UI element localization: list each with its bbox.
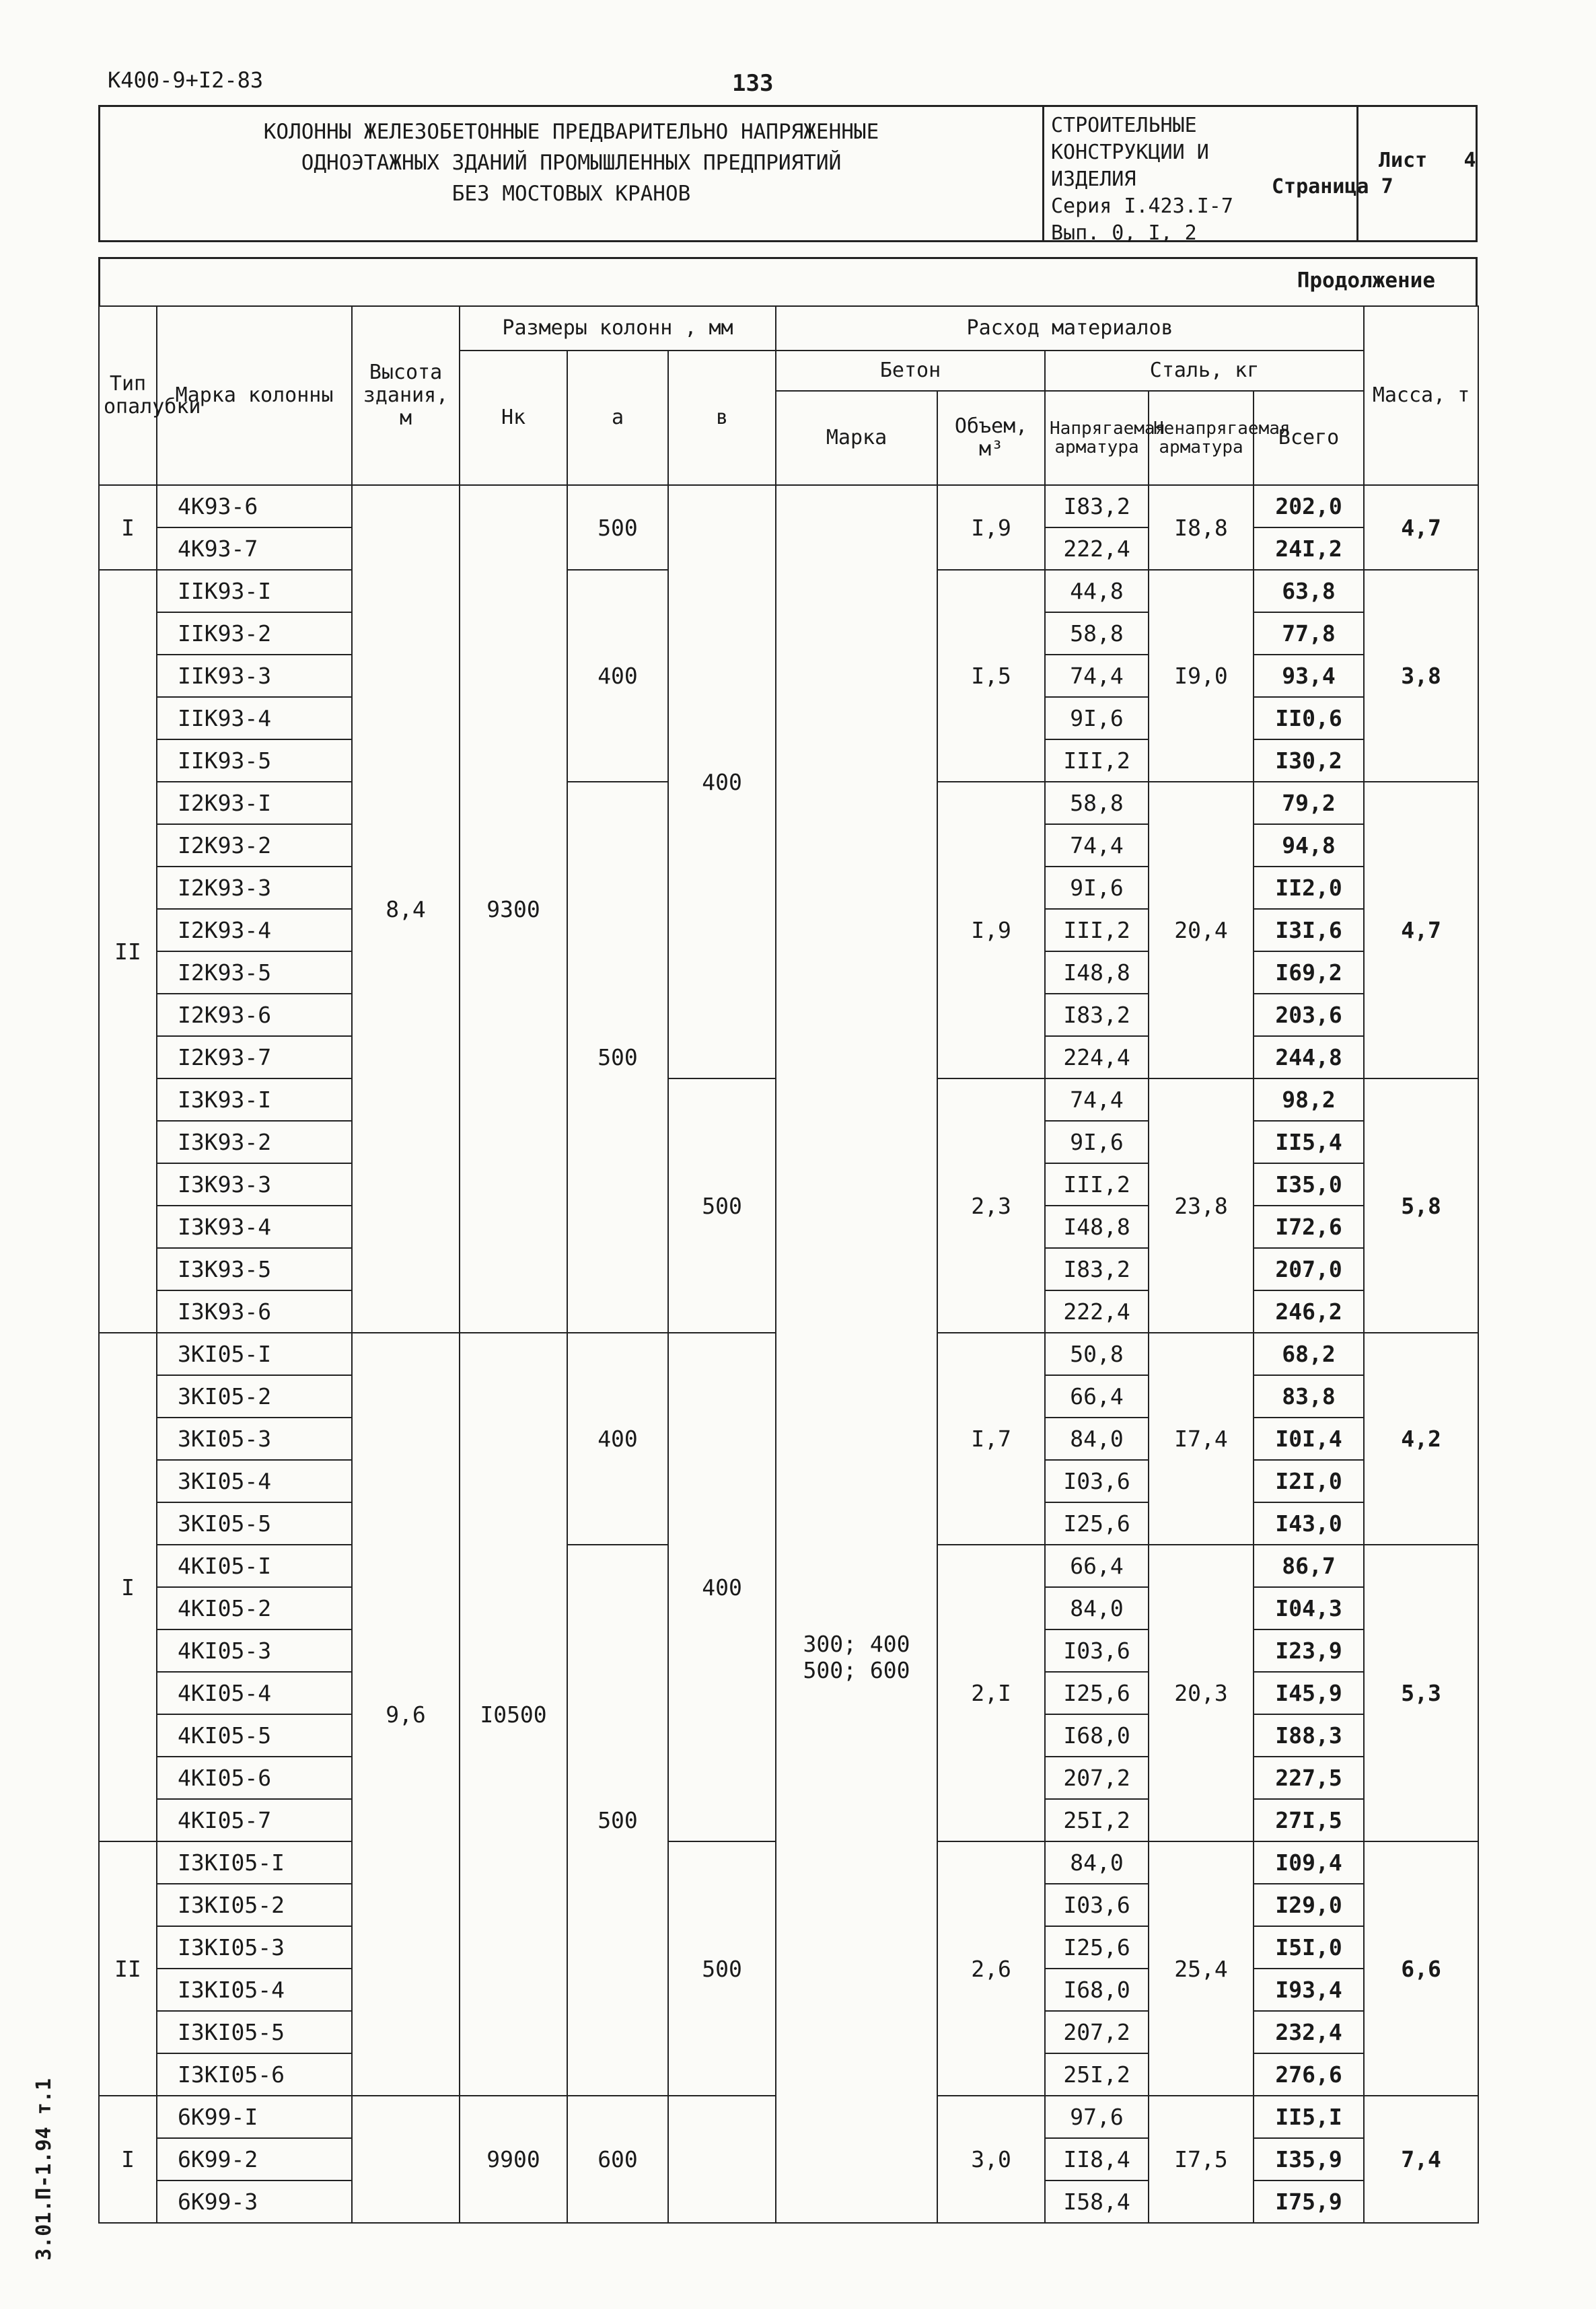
cell-steel-total: 232,4 bbox=[1254, 2011, 1364, 2053]
cell-mark: 4К93-6 bbox=[157, 485, 352, 527]
cell-steel-prestressed: 44,8 bbox=[1045, 570, 1149, 612]
cell-concrete-volume: 2,3 bbox=[937, 1078, 1045, 1333]
cell-steel-prestressed: I25,6 bbox=[1045, 1502, 1149, 1545]
cell-steel-total: I43,0 bbox=[1254, 1502, 1364, 1545]
cell-steel-prestressed: 222,4 bbox=[1045, 527, 1149, 570]
cell-steel-total: 93,4 bbox=[1254, 655, 1364, 697]
cell-mark: I3КI05-6 bbox=[157, 2053, 352, 2096]
cell-a: 500 bbox=[567, 782, 668, 1333]
cell-steel-total: I30,2 bbox=[1254, 739, 1364, 782]
cell-steel-total: I35,9 bbox=[1254, 2138, 1364, 2180]
cell-steel-prestressed: I03,6 bbox=[1045, 1460, 1149, 1502]
table-body bbox=[99, 485, 1478, 2223]
cell-steel-total: 244,8 bbox=[1254, 1036, 1364, 1078]
cell-steel-total: I75,9 bbox=[1254, 2180, 1364, 2223]
cell-mark: IIК93-I bbox=[157, 570, 352, 612]
cell-steel-total: 24I,2 bbox=[1254, 527, 1364, 570]
cell-steel-regular: 25,4 bbox=[1149, 1841, 1254, 2096]
cell-mark: 4КI05-5 bbox=[157, 1714, 352, 1757]
cell-steel-prestressed: 74,4 bbox=[1045, 1078, 1149, 1121]
cell-steel-total: 202,0 bbox=[1254, 485, 1364, 527]
cell-mass: 6,6 bbox=[1364, 1841, 1478, 2096]
cell-steel-prestressed: III,2 bbox=[1045, 739, 1149, 782]
cell-steel-prestressed: III,2 bbox=[1045, 1163, 1149, 1206]
cell-steel-total: 207,0 bbox=[1254, 1248, 1364, 1290]
cell-steel-total: I35,0 bbox=[1254, 1163, 1364, 1206]
cell-type: I bbox=[99, 1333, 157, 1841]
page-info bbox=[1272, 175, 1393, 198]
cell-a: 600 bbox=[567, 2096, 668, 2223]
cell-a: 500 bbox=[567, 485, 668, 570]
cell-steel-total: 86,7 bbox=[1254, 1545, 1364, 1587]
cell-mass: 5,3 bbox=[1364, 1545, 1478, 1841]
cell-steel-prestressed: 84,0 bbox=[1045, 1587, 1149, 1629]
cell-mark: I2К93-2 bbox=[157, 824, 352, 867]
cell-steel-total: I88,3 bbox=[1254, 1714, 1364, 1757]
cell-type: II bbox=[99, 570, 157, 1333]
cell-steel-regular: I9,0 bbox=[1149, 570, 1254, 782]
cell-steel-prestressed: I25,6 bbox=[1045, 1926, 1149, 1969]
cell-steel-total: I72,6 bbox=[1254, 1206, 1364, 1248]
cell-steel-total: I23,9 bbox=[1254, 1629, 1364, 1672]
title-line: ОДНОЭТАЖНЫХ ЗДАНИЙ ПРОМЫШЛЕННЫХ ПРЕДПРИЯТИЙ bbox=[301, 151, 842, 175]
cell-mass: 3,8 bbox=[1364, 570, 1478, 782]
cell-mark: IIК93-2 bbox=[157, 612, 352, 655]
col-a: а bbox=[567, 351, 668, 485]
cell-concrete-mark: 300; 400 500; 600 bbox=[776, 485, 937, 2223]
document-code: К400-9+I2-83 bbox=[108, 67, 264, 93]
cell-steel-total: I69,2 bbox=[1254, 951, 1364, 994]
col-type: Тип опалубки bbox=[99, 306, 157, 485]
cell-steel-prestressed: 9I,6 bbox=[1045, 697, 1149, 739]
cell-mark: I3КI05-I bbox=[157, 1841, 352, 1884]
cell-concrete-volume: 2,6 bbox=[937, 1841, 1045, 2096]
cell-mark: I3К93-5 bbox=[157, 1248, 352, 1290]
cell-steel-prestressed: 25I,2 bbox=[1045, 2053, 1149, 2096]
cell-steel-total: I2I,0 bbox=[1254, 1460, 1364, 1502]
cell-steel-prestressed: 84,0 bbox=[1045, 1418, 1149, 1460]
cell-steel-total: I5I,0 bbox=[1254, 1926, 1364, 1969]
cell-mark: I2К93-4 bbox=[157, 909, 352, 951]
cell-steel-total: I45,9 bbox=[1254, 1672, 1364, 1714]
cell-mark: 6К99-2 bbox=[157, 2138, 352, 2180]
cell-steel-prestressed: I68,0 bbox=[1045, 1714, 1149, 1757]
cell-mark: 4КI05-3 bbox=[157, 1629, 352, 1672]
cell-hk: I0500 bbox=[460, 1333, 567, 2096]
col-concrete-mark: Марка bbox=[776, 391, 937, 485]
cell-mark: 4КI05-2 bbox=[157, 1587, 352, 1629]
cell-mark: 3КI05-I bbox=[157, 1333, 352, 1375]
cell-mark: 3КI05-2 bbox=[157, 1375, 352, 1418]
cell-mark: 6К99-3 bbox=[157, 2180, 352, 2223]
cell-steel-prestressed: I03,6 bbox=[1045, 1884, 1149, 1926]
cell-steel-prestressed: III,2 bbox=[1045, 909, 1149, 951]
cell-steel-total: II5,I bbox=[1254, 2096, 1364, 2138]
side-stamp: 3.01.П-1.94 т.1 bbox=[32, 2078, 56, 2261]
cell-steel-total: 77,8 bbox=[1254, 612, 1364, 655]
cell-mark: I3К93-2 bbox=[157, 1121, 352, 1163]
cell-steel-prestressed: I48,8 bbox=[1045, 951, 1149, 994]
cell-mark: I3К93-3 bbox=[157, 1163, 352, 1206]
cell-mark: I3КI05-4 bbox=[157, 1969, 352, 2011]
cell-steel-total: 227,5 bbox=[1254, 1757, 1364, 1799]
cell-steel-total: 94,8 bbox=[1254, 824, 1364, 867]
page-label: Страница bbox=[1272, 175, 1369, 198]
cell-b bbox=[668, 2096, 776, 2223]
cell-mark: 3КI05-3 bbox=[157, 1418, 352, 1460]
col-consumption-group: Расход материалов bbox=[776, 306, 1364, 351]
cell-steel-prestressed: I68,0 bbox=[1045, 1969, 1149, 2011]
col-concrete-volume: Объем, м³ bbox=[937, 391, 1045, 485]
page-number: 133 bbox=[732, 70, 774, 97]
cell-concrete-volume: 2,I bbox=[937, 1545, 1045, 1841]
cell-steel-total: II0,6 bbox=[1254, 697, 1364, 739]
cell-mark: 4КI05-6 bbox=[157, 1757, 352, 1799]
col-height: Высота здания, м bbox=[352, 306, 460, 485]
cell-mark: IIК93-4 bbox=[157, 697, 352, 739]
cell-steel-regular: I8,8 bbox=[1149, 485, 1254, 570]
cell-b: 400 bbox=[668, 1333, 776, 1841]
cell-steel-prestressed: 97,6 bbox=[1045, 2096, 1149, 2138]
series-line: КОНСТРУКЦИИ И bbox=[1051, 141, 1209, 164]
col-b: в bbox=[668, 351, 776, 485]
cell-mark: I3К93-4 bbox=[157, 1206, 352, 1248]
cell-concrete-volume: I,7 bbox=[937, 1333, 1045, 1545]
cell-type: I bbox=[99, 2096, 157, 2223]
cell-type: II bbox=[99, 1841, 157, 2096]
cell-mark: I2К93-7 bbox=[157, 1036, 352, 1078]
cell-concrete-volume: I,9 bbox=[937, 782, 1045, 1078]
cell-mark: 3КI05-5 bbox=[157, 1502, 352, 1545]
cell-steel-total: 83,8 bbox=[1254, 1375, 1364, 1418]
col-mark: Марка колонны bbox=[157, 306, 352, 485]
col-steel-prestressed: Напрягаемая арматура bbox=[1045, 391, 1149, 485]
series-line: ИЗДЕЛИЯ bbox=[1051, 168, 1136, 191]
cell-concrete-volume: I,9 bbox=[937, 485, 1045, 570]
cell-concrete-volume: 3,0 bbox=[937, 2096, 1045, 2223]
sheet-block bbox=[1358, 107, 1476, 240]
cell-steel-prestressed: 224,4 bbox=[1045, 1036, 1149, 1078]
cell-hk: 9900 bbox=[460, 2096, 567, 2223]
cell-steel-regular: 20,3 bbox=[1149, 1545, 1254, 1841]
cell-mark: 4КI05-4 bbox=[157, 1672, 352, 1714]
cell-steel-total: 79,2 bbox=[1254, 782, 1364, 824]
continuation-label: Продолжение bbox=[1297, 268, 1435, 293]
cell-steel-prestressed: II8,4 bbox=[1045, 2138, 1149, 2180]
cell-mark: 4КI05-I bbox=[157, 1545, 352, 1587]
cell-steel-prestressed: 9I,6 bbox=[1045, 1121, 1149, 1163]
cell-height: 8,4 bbox=[352, 485, 460, 1333]
cell-mark: 3КI05-4 bbox=[157, 1460, 352, 1502]
cell-mass: 5,8 bbox=[1364, 1078, 1478, 1333]
col-hk: Нк bbox=[460, 351, 567, 485]
title-line: БЕЗ МОСТОВЫХ КРАНОВ bbox=[451, 182, 691, 206]
cell-steel-prestressed: 50,8 bbox=[1045, 1333, 1149, 1375]
cell-steel-prestressed: I83,2 bbox=[1045, 994, 1149, 1036]
cell-steel-prestressed: 9I,6 bbox=[1045, 867, 1149, 909]
cell-steel-total: 246,2 bbox=[1254, 1290, 1364, 1333]
cell-steel-prestressed: 84,0 bbox=[1045, 1841, 1149, 1884]
cell-steel-prestressed: 74,4 bbox=[1045, 824, 1149, 867]
cell-mark: IIК93-3 bbox=[157, 655, 352, 697]
continuation-bar bbox=[98, 257, 1478, 305]
cell-mark: I2К93-3 bbox=[157, 867, 352, 909]
cell-steel-prestressed: I25,6 bbox=[1045, 1672, 1149, 1714]
col-mass: Масса, т bbox=[1364, 306, 1478, 485]
cell-height bbox=[352, 2096, 460, 2223]
cell-steel-prestressed: 74,4 bbox=[1045, 655, 1149, 697]
col-steel-total: Всего bbox=[1254, 391, 1364, 485]
cell-mass: 4,2 bbox=[1364, 1333, 1478, 1545]
cell-steel-total: 63,8 bbox=[1254, 570, 1364, 612]
specification-table bbox=[98, 305, 1479, 2224]
cell-mass: 4,7 bbox=[1364, 485, 1478, 570]
series-line: Вып. 0, I, 2 bbox=[1051, 221, 1197, 245]
table-row bbox=[99, 485, 1478, 527]
document-title bbox=[100, 116, 1042, 209]
cell-steel-prestressed: 222,4 bbox=[1045, 1290, 1149, 1333]
cell-a: 400 bbox=[567, 1333, 668, 1545]
cell-steel-regular: I7,4 bbox=[1149, 1333, 1254, 1545]
sheet-value: 4 bbox=[1463, 149, 1476, 172]
cell-b: 500 bbox=[668, 1841, 776, 2096]
col-dims-group: Размеры колонн , мм bbox=[460, 306, 776, 351]
cell-steel-total: I04,3 bbox=[1254, 1587, 1364, 1629]
cell-hk: 9300 bbox=[460, 485, 567, 1333]
cell-steel-total: I29,0 bbox=[1254, 1884, 1364, 1926]
cell-concrete-volume: I,5 bbox=[937, 570, 1045, 782]
cell-mass: 7,4 bbox=[1364, 2096, 1478, 2223]
cell-mark: I2К93-6 bbox=[157, 994, 352, 1036]
cell-mark: 6К99-I bbox=[157, 2096, 352, 2138]
cell-mark: I3К93-I bbox=[157, 1078, 352, 1121]
cell-steel-prestressed: 25I,2 bbox=[1045, 1799, 1149, 1841]
cell-steel-prestressed: 58,8 bbox=[1045, 782, 1149, 824]
cell-steel-total: I3I,6 bbox=[1254, 909, 1364, 951]
cell-steel-total: II5,4 bbox=[1254, 1121, 1364, 1163]
cell-steel-prestressed: 207,2 bbox=[1045, 2011, 1149, 2053]
cell-steel-regular: 23,8 bbox=[1149, 1078, 1254, 1333]
cell-steel-total: 203,6 bbox=[1254, 994, 1364, 1036]
cell-steel-total: I93,4 bbox=[1254, 1969, 1364, 2011]
cell-height: 9,6 bbox=[352, 1333, 460, 2096]
series-line: СТРОИТЕЛЬНЫЕ bbox=[1051, 114, 1197, 137]
col-steel-regular: Ненапрягаемая арматура bbox=[1149, 391, 1254, 485]
col-steel-group: Сталь, кг bbox=[1045, 351, 1364, 391]
cell-steel-prestressed: 58,8 bbox=[1045, 612, 1149, 655]
cell-b: 400 bbox=[668, 485, 776, 1078]
col-concrete-group: Бетон bbox=[776, 351, 1045, 391]
title-block bbox=[98, 105, 1478, 245]
cell-type: I bbox=[99, 485, 157, 570]
sheet-label: Лист bbox=[1379, 149, 1428, 172]
cell-a: 400 bbox=[567, 570, 668, 782]
cell-mass: 4,7 bbox=[1364, 782, 1478, 1078]
cell-steel-total: II2,0 bbox=[1254, 867, 1364, 909]
cell-steel-total: I0I,4 bbox=[1254, 1418, 1364, 1460]
cell-mark: 4К93-7 bbox=[157, 527, 352, 570]
series-block bbox=[1042, 107, 1358, 245]
series-line: Серия I.423.I-7 bbox=[1051, 194, 1233, 218]
cell-steel-prestressed: I48,8 bbox=[1045, 1206, 1149, 1248]
cell-steel-total: 98,2 bbox=[1254, 1078, 1364, 1121]
cell-steel-total: 68,2 bbox=[1254, 1333, 1364, 1375]
cell-steel-prestressed: I03,6 bbox=[1045, 1629, 1149, 1672]
cell-steel-prestressed: 207,2 bbox=[1045, 1757, 1149, 1799]
cell-steel-total: I09,4 bbox=[1254, 1841, 1364, 1884]
cell-mark: I3КI05-2 bbox=[157, 1884, 352, 1926]
cell-steel-prestressed: I83,2 bbox=[1045, 485, 1149, 527]
cell-mark: I3КI05-3 bbox=[157, 1926, 352, 1969]
cell-steel-total: 27I,5 bbox=[1254, 1799, 1364, 1841]
title-line: КОЛОННЫ ЖЕЛЕЗОБЕТОННЫЕ ПРЕДВАРИТЕЛЬНО НАПРЯЖЕННЫЕ bbox=[263, 120, 879, 144]
table-header bbox=[99, 306, 1478, 485]
cell-steel-prestressed: I58,4 bbox=[1045, 2180, 1149, 2223]
cell-b: 500 bbox=[668, 1078, 776, 1333]
cell-mark: 4КI05-7 bbox=[157, 1799, 352, 1841]
cell-steel-prestressed: 66,4 bbox=[1045, 1375, 1149, 1418]
cell-mark: IIК93-5 bbox=[157, 739, 352, 782]
cell-steel-total: 276,6 bbox=[1254, 2053, 1364, 2096]
cell-steel-regular: I7,5 bbox=[1149, 2096, 1254, 2223]
cell-mark: I2К93-I bbox=[157, 782, 352, 824]
cell-mark: I3КI05-5 bbox=[157, 2011, 352, 2053]
cell-steel-regular: 20,4 bbox=[1149, 782, 1254, 1078]
cell-mark: I3К93-6 bbox=[157, 1290, 352, 1333]
cell-steel-prestressed: 66,4 bbox=[1045, 1545, 1149, 1587]
cell-a: 500 bbox=[567, 1545, 668, 2096]
page-value: 7 bbox=[1381, 175, 1393, 198]
cell-mark: I2К93-5 bbox=[157, 951, 352, 994]
cell-steel-prestressed: I83,2 bbox=[1045, 1248, 1149, 1290]
